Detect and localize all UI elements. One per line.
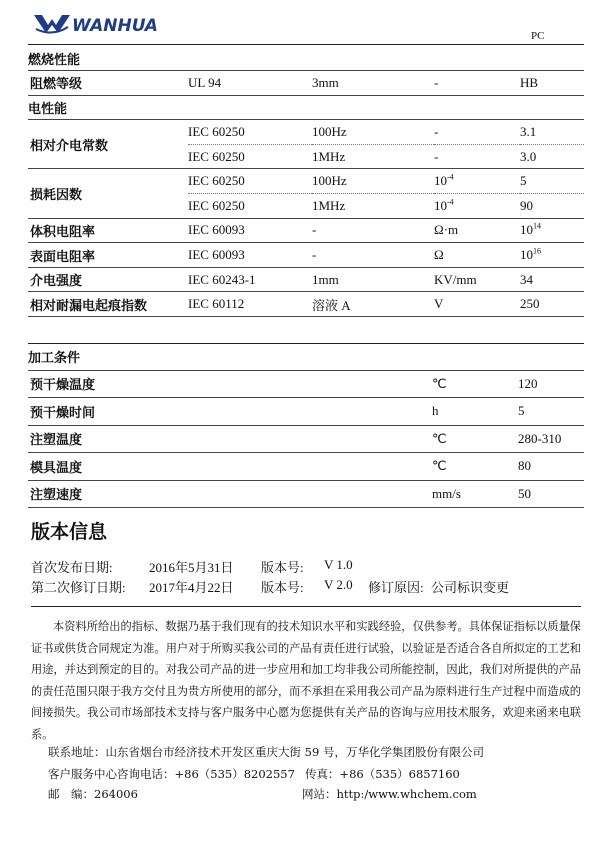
property-name: 表面电阻率 (30, 249, 96, 265)
test-condition: 100Hz (312, 124, 347, 140)
version-title: 版本信息 (31, 521, 108, 543)
version-number: V 1.0 (324, 557, 353, 572)
company-logo (32, 10, 158, 38)
unit: - (434, 148, 439, 164)
table-row (28, 480, 584, 508)
properties-table (28, 46, 584, 317)
contact-phone-line (48, 766, 460, 782)
version-label: 第二次修订日期: (31, 580, 126, 595)
version-date: 2016年5月31日 (149, 560, 234, 575)
contact-fax: 传真：+86（535）6857160 (304, 767, 460, 781)
footer-rule (31, 606, 581, 607)
property-name: 体积电阻率 (30, 224, 96, 240)
value: 34 (520, 271, 533, 287)
property-name: 注塑温度 (30, 433, 83, 449)
table-row (28, 243, 584, 268)
table-row (28, 453, 584, 481)
section-row-processing (28, 344, 584, 370)
test-method: IEC 60250 (188, 148, 245, 164)
contact-phone: 客户服务中心咨询电话：+86（535）8202557 (48, 767, 295, 781)
test-method: UL 94 (188, 74, 222, 90)
test-method: IEC 60112 (188, 296, 245, 312)
unit-base: 10 (434, 173, 447, 189)
disclaimer-text: 本资料所给出的指标、数据乃基于我们现有的技术知识水平和实践经验，仅供参考。具体保证指标以质量保证书或供货合同规定为准。用户对于所购买我公司的产品有责任进行试验，以验证是否适合各自所拟定的工艺和用途，并达到预定的目的。对我公司产品的进一步应用和加工均非我公司所能控制，因此，我们对所提供的产品的责任范围只限于我方交付且为贵方所使用的部分，而不承担在采用我公司产品为原料进行生产过程中而造成的间接损失。我公司市场部技术支持与客户服务中心愿为您提供有关产品的咨询与应用技术服务，欢迎来函来电联系。 (31, 620, 581, 741)
unit: - (434, 124, 439, 140)
table-row (28, 267, 584, 292)
test-method: IEC 60093 (188, 247, 245, 263)
section-row-electrical (28, 95, 584, 120)
processing-table (28, 344, 584, 508)
value: 250 (520, 296, 540, 312)
table-row (28, 370, 584, 398)
value-base: 10 (520, 247, 533, 263)
value: 5 (518, 403, 525, 419)
table-row (28, 169, 584, 194)
test-condition: 100Hz (312, 173, 347, 189)
unit: h (432, 403, 439, 419)
section-title: 电性能 (28, 100, 68, 116)
value-exponent: 16 (533, 246, 541, 256)
value: HB (520, 74, 539, 90)
contact-address: 联系地址：山东省烟台市经济技术开发区重庆大街 59 号，万华化学集团股份有限公司 (48, 745, 484, 759)
table-row (28, 218, 584, 243)
value-base: 10 (520, 222, 533, 238)
header-rule (28, 44, 584, 45)
property-name: 相对耐漏电起痕指数 (30, 298, 148, 314)
value: 3.1 (520, 124, 537, 140)
property-name: 注塑速度 (30, 488, 83, 504)
unit: mm/s (432, 485, 461, 501)
test-method: IEC 60250 (188, 124, 245, 140)
value: 90 (520, 197, 533, 213)
test-condition: 1MHz (312, 197, 346, 213)
test-condition: 3mm (312, 74, 339, 90)
logo-text: WANHUA (72, 16, 158, 36)
unit: KV/mm (434, 271, 477, 287)
property-name: 损耗因数 (30, 188, 83, 204)
test-condition: - (312, 247, 317, 263)
doc-code: PC (531, 30, 545, 42)
version-number-label: 版本号: (261, 560, 304, 575)
property-name: 阻燃等级 (30, 77, 83, 93)
unit: Ω·m (434, 222, 459, 238)
table-row (28, 120, 584, 145)
test-method: IEC 60250 (188, 197, 245, 213)
test-method: IEC 60250 (188, 173, 245, 189)
value (520, 218, 584, 243)
property-name: 模具温度 (30, 460, 83, 476)
wanhua-logo-icon (32, 11, 158, 37)
table-row (28, 71, 584, 96)
version-label: 首次发布日期: (31, 560, 113, 575)
unit: - (434, 74, 439, 90)
value: 5 (520, 173, 527, 189)
contact-postcode: 邮 编：264006 (48, 787, 138, 801)
test-method: IEC 60243-1 (188, 271, 256, 287)
revision-reason: 公司标识变更 (431, 580, 510, 595)
disclaimer (31, 616, 581, 745)
unit (434, 194, 520, 219)
test-method: IEC 60093 (188, 222, 245, 238)
test-condition: - (312, 222, 317, 238)
revision-reason-label: 修订原因: (368, 580, 424, 595)
unit: ℃ (432, 375, 447, 391)
property-name: 预干燥温度 (30, 378, 96, 394)
value: 3.0 (520, 148, 537, 164)
section-title: 燃烧性能 (28, 51, 81, 67)
value: 80 (518, 458, 531, 474)
value: 50 (518, 485, 531, 501)
unit: ℃ (432, 430, 447, 446)
unit-exponent: -4 (447, 197, 454, 207)
unit-exponent: -4 (447, 172, 454, 182)
unit-base: 10 (434, 197, 447, 213)
unit: Ω (434, 247, 444, 263)
version-date: 2017年4月22日 (149, 580, 234, 595)
table-row (28, 292, 584, 317)
table-row (28, 398, 584, 426)
unit (434, 169, 520, 194)
property-name: 介电强度 (30, 274, 83, 290)
contact-website[interactable]: 网站：http:/www.whchem.com (302, 787, 477, 801)
unit: V (434, 296, 444, 312)
test-condition: 溶液 A (312, 297, 351, 313)
property-name: 相对介电常数 (30, 138, 109, 154)
unit: ℃ (432, 458, 447, 474)
value (520, 243, 584, 268)
value: 120 (518, 375, 538, 391)
table-row (28, 425, 584, 453)
test-condition: 1MHz (312, 148, 346, 164)
value: 280-310 (518, 430, 562, 446)
property-name: 预干燥时间 (30, 405, 96, 421)
version-number: V 2.0 (324, 577, 353, 592)
section-title: 加工条件 (28, 350, 81, 366)
version-number-label: 版本号: (261, 580, 304, 595)
value-exponent: 14 (533, 222, 541, 232)
test-condition: 1mm (312, 271, 339, 287)
section-row-flammability (28, 46, 584, 71)
